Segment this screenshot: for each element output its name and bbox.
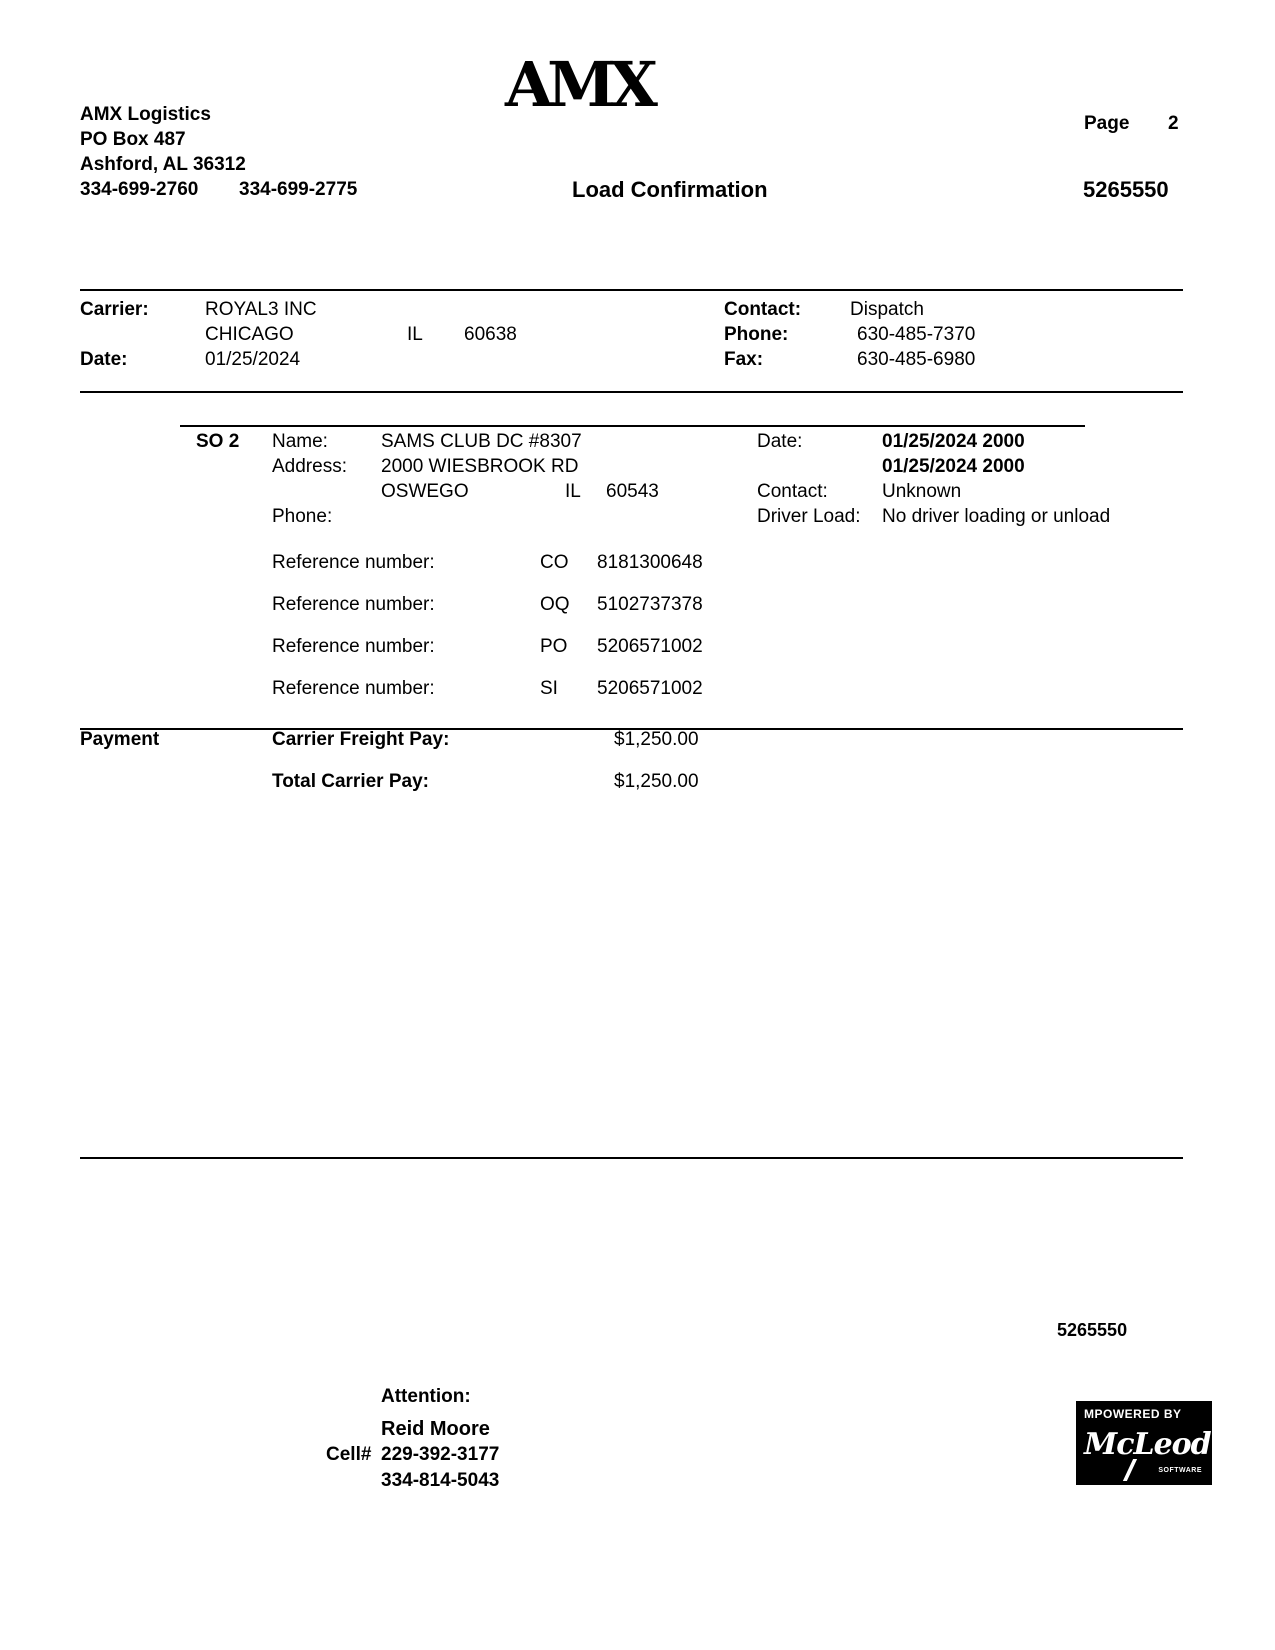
total-pay-value: $1,250.00 [614, 771, 699, 792]
carrier-name: ROYAL3 INC [205, 299, 317, 320]
badge-slash [1123, 1459, 1137, 1481]
reference-label: Reference number: [272, 594, 435, 615]
reference-code: OQ [540, 594, 570, 615]
cell-label: Cell# [326, 1444, 372, 1465]
reference-label: Reference number: [272, 552, 435, 573]
carrier-label: Carrier: [80, 299, 149, 320]
attention-phone: 334-814-5043 [381, 1470, 500, 1491]
divider-carrier [80, 391, 1183, 393]
carrier-zip: 60638 [464, 324, 517, 345]
stop-address-label: Address: [272, 456, 347, 477]
footer-load-number: 5265550 [1057, 1320, 1128, 1340]
phone-value: 630-485-7370 [857, 324, 976, 345]
attention-label: Attention: [381, 1386, 471, 1407]
stop-zip: 60543 [606, 481, 659, 502]
carrier-city: CHICAGO [205, 324, 294, 345]
divider-top [80, 289, 1183, 291]
cell-number: 229-392-3177 [381, 1444, 500, 1465]
page-label: Page [1084, 113, 1130, 134]
payment-label: Payment [80, 729, 160, 750]
amx-logo: AMX [505, 48, 652, 121]
company-address-line2: Ashford, AL 36312 [80, 154, 246, 175]
badge-name: McLeod [1084, 1427, 1211, 1462]
divider-bottom [80, 1157, 1183, 1159]
company-phone-2: 334-699-2775 [239, 179, 358, 200]
badge-bottom-text: SOFTWARE [1158, 1467, 1202, 1474]
stop-phone-label: Phone: [272, 506, 333, 527]
reference-code: CO [540, 552, 569, 573]
badge-top-text: MPOWERED BY [1084, 1407, 1182, 1421]
reference-label: Reference number: [272, 678, 435, 699]
stop-name: SAMS CLUB DC #8307 [381, 431, 582, 452]
phone-label: Phone: [724, 324, 789, 345]
stop-id: SO 2 [196, 431, 240, 452]
reference-value: 5206571002 [597, 636, 703, 657]
freight-pay-value: $1,250.00 [614, 729, 699, 750]
document-title: Load Confirmation [572, 177, 768, 202]
stop-state: IL [565, 481, 581, 502]
carrier-date-label: Date: [80, 349, 128, 370]
stop-address: 2000 WIESBROOK RD [381, 456, 579, 477]
driver-load-value: No driver loading or unload [882, 506, 1111, 527]
total-pay-label: Total Carrier Pay: [272, 771, 429, 792]
stop-contact: Unknown [882, 481, 962, 502]
contact-value: Dispatch [850, 299, 924, 320]
stop-city: OSWEGO [381, 481, 469, 502]
fax-value: 630-485-6980 [857, 349, 976, 370]
reference-value: 5206571002 [597, 678, 703, 699]
carrier-date: 01/25/2024 [205, 349, 301, 370]
freight-pay-label: Carrier Freight Pay: [272, 729, 450, 750]
reference-label: Reference number: [272, 636, 435, 657]
load-number: 5265550 [1083, 177, 1169, 202]
company-name: AMX Logistics [80, 104, 211, 125]
reference-code: PO [540, 636, 568, 657]
stop-contact-label: Contact: [757, 481, 828, 502]
stop-date-1: 01/25/2024 2000 [882, 431, 1025, 452]
driver-load-label: Driver Load: [757, 506, 861, 527]
stop-name-label: Name: [272, 431, 328, 452]
mcleod-badge [1076, 1401, 1212, 1485]
reference-code: SI [540, 678, 558, 699]
carrier-state: IL [407, 324, 423, 345]
company-phone-1: 334-699-2760 [80, 179, 199, 200]
divider-stop [180, 425, 1085, 427]
reference-value: 5102737378 [597, 594, 703, 615]
attention-name: Reid Moore [381, 1418, 490, 1440]
stop-date-2: 01/25/2024 2000 [882, 456, 1025, 477]
reference-value: 8181300648 [597, 552, 703, 573]
contact-label: Contact: [724, 299, 802, 320]
page-number: 2 [1168, 113, 1179, 134]
fax-label: Fax: [724, 349, 764, 370]
company-address-line1: PO Box 487 [80, 129, 186, 150]
stop-date-label: Date: [757, 431, 803, 452]
